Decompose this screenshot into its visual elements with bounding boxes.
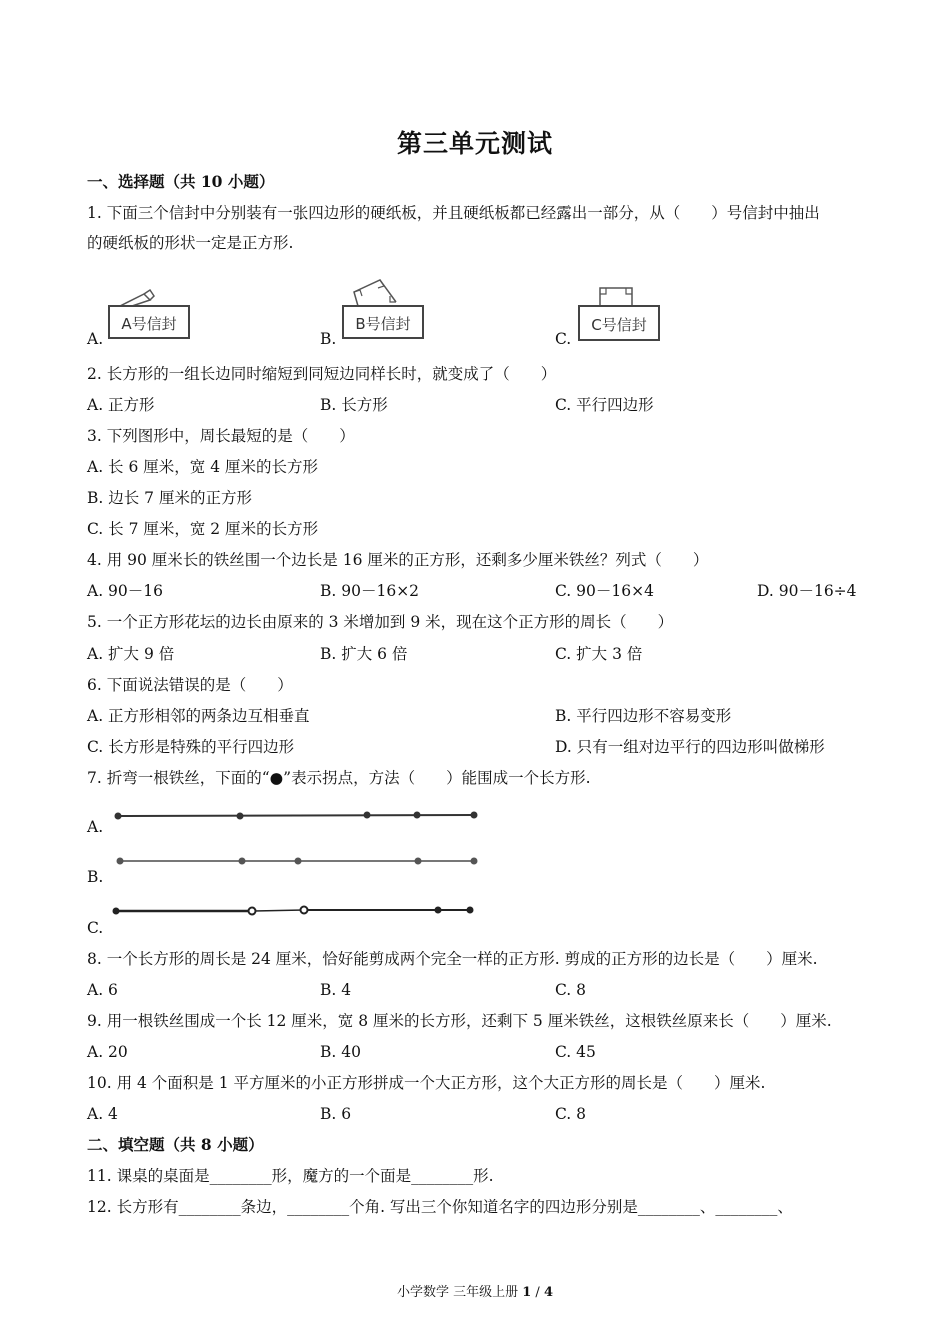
footer-separator: / (531, 1285, 544, 1300)
q4-option-b: B. 90－16×2 (320, 582, 420, 600)
q9-option-b: B. 40 (320, 1043, 361, 1061)
envelope-c (576, 282, 662, 344)
q5-option-b: B. 扩大 6 倍 (320, 645, 408, 663)
envelope-a-label: A号信封 (121, 315, 177, 333)
question-4: 4. 用 90 厘米长的铁丝围一个边长是 16 厘米的正方形，还剩多少厘米铁丝？列式（ ） (87, 551, 709, 569)
q9-option-a: A. 20 (87, 1043, 128, 1061)
question-11: 11. 课桌的桌面是________形，魔方的一个面是________形. (87, 1167, 494, 1185)
q8-option-c: C. 8 (555, 981, 587, 999)
q7-option-a-label: A. (87, 818, 104, 836)
q10-option-a: A. 4 (87, 1105, 118, 1123)
wire-a (112, 806, 497, 830)
page-title: 第三单元测试 (396, 129, 553, 158)
q1-option-c-label: C. (555, 330, 572, 348)
q10-option-c: C. 8 (555, 1105, 587, 1123)
question-9: 9. 用一根铁丝围成一个长 12 厘米，宽 8 厘米的长方形，还剩下 5 厘米铁丝，这根铁丝原来长（ ）厘米. (87, 1012, 832, 1030)
q4-option-d: D. 90－16÷4 (757, 582, 857, 600)
q7-option-b-label: B. (87, 868, 104, 886)
q4-option-c: C. 90－16×4 (555, 582, 654, 600)
q2-option-c: C. 平行四边形 (555, 396, 654, 414)
wire-b (112, 851, 497, 875)
q4-option-a: A. 90－16 (87, 582, 163, 600)
q5-option-a: A. 扩大 9 倍 (87, 645, 175, 663)
question-2: 2. 长方形的一组长边同时缩短到同短边同样长时，就变成了（ ） (87, 365, 557, 383)
question-7: 7. 折弯一根铁丝，下面的“●”表示拐点，方法（ ）能围成一个长方形. (87, 769, 591, 787)
q3-option-b: B. 边长 7 厘米的正方形 (87, 489, 252, 507)
question-1-line2: 的硬纸板的形状一定是正方形. (87, 234, 294, 252)
q3-option-a: A. 长 6 厘米，宽 4 厘米的长方形 (87, 458, 318, 476)
q1-option-b-label: B. (320, 330, 337, 348)
page-footer (0, 1281, 950, 1300)
question-10: 10. 用 4 个面积是 1 平方厘米的小正方形拼成一个大正方形，这个大正方形的周长是（ ）厘米. (87, 1074, 766, 1092)
wire-c (112, 900, 497, 924)
q3-option-c: C. 长 7 厘米，宽 2 厘米的长方形 (87, 520, 319, 538)
q7-option-c-label: C. (87, 919, 104, 937)
q6-option-b: B. 平行四边形不容易变形 (555, 707, 732, 725)
envelope-b-label: B号信封 (355, 315, 411, 333)
question-6: 6. 下面说法错误的是（ ） (87, 676, 293, 694)
question-1-line1: 1. 下面三个信封中分别装有一张四边形的硬纸板，并且硬纸板都已经露出一部分，从（ ）号信封中抽出 (87, 204, 820, 222)
footer-page-total: 4 (543, 1285, 553, 1300)
q6-option-a: A. 正方形相邻的两条边互相垂直 (87, 707, 310, 725)
question-12: 12. 长方形有________条边，________个角. 写出三个你知道名字的四边形分别是________、________、 (87, 1198, 793, 1216)
question-3: 3. 下列图形中，周长最短的是（ ） (87, 427, 355, 445)
q2-option-b: B. 长方形 (320, 396, 388, 414)
footer-page-number: 1 (522, 1285, 532, 1300)
q8-option-a: A. 6 (87, 981, 118, 999)
q5-option-c: C. 扩大 3 倍 (555, 645, 643, 663)
q6-option-d: D. 只有一组对边平行的四边形叫做梯形 (555, 738, 825, 756)
q6-option-c: C. 长方形是特殊的平行四边形 (87, 738, 295, 756)
question-5: 5. 一个正方形花坛的边长由原来的 3 米增加到 9 米，现在这个正方形的周长（ ） (87, 613, 674, 631)
section-choice-heading: 一、选择题（共 10 小题） (87, 172, 275, 191)
section-fill-heading: 二、填空题（共 8 小题） (87, 1135, 264, 1154)
q1-option-a-label: A. (87, 330, 104, 348)
footer-subject: 小学数学 三年级上册 (396, 1285, 523, 1300)
q9-option-c: C. 45 (555, 1043, 596, 1061)
envelope-a (106, 286, 192, 342)
q2-option-a: A. 正方形 (87, 396, 155, 414)
q10-option-b: B. 6 (320, 1105, 352, 1123)
envelope-b (340, 272, 426, 342)
q8-option-b: B. 4 (320, 981, 352, 999)
envelope-c-label: C号信封 (591, 316, 647, 334)
question-8: 8. 一个长方形的周长是 24 厘米，恰好能剪成两个完全一样的正方形. 剪成的正方形的边长是（ ）厘米. (87, 950, 818, 968)
